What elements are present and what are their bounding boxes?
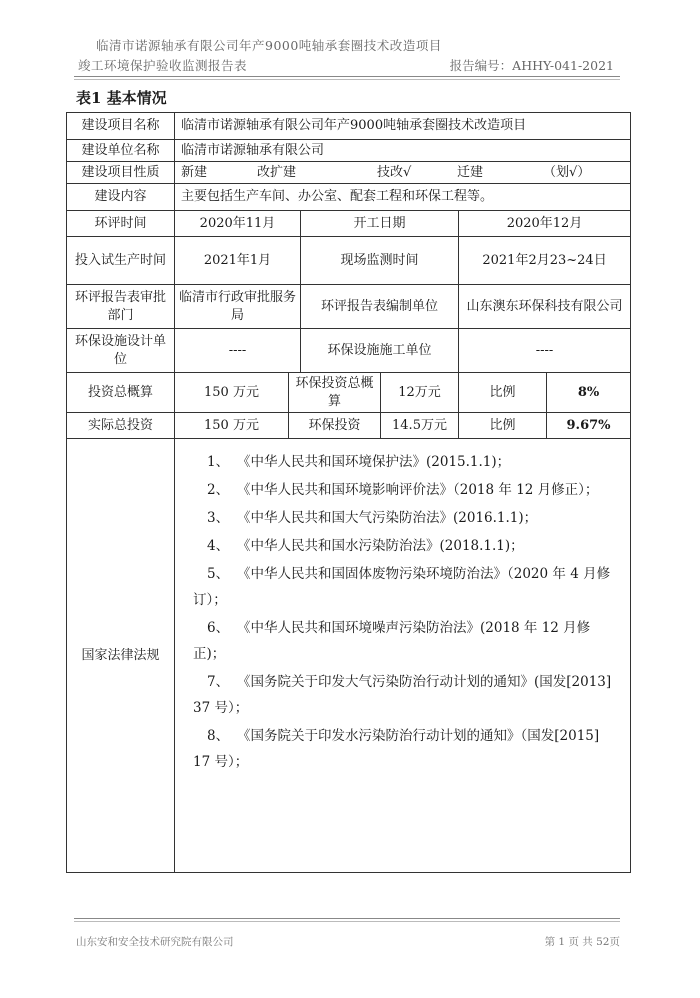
ratio2-label: 比例	[459, 413, 547, 439]
laws-list	[175, 439, 631, 873]
project-name-label: 建设项目名称	[67, 113, 175, 140]
law-item: 1、 《中华人民共和国环境保护法》(2015.1.1)；	[207, 454, 511, 470]
start-date-label: 开工日期	[301, 211, 459, 237]
compile-label: 环评报告表编制单位	[301, 285, 459, 329]
law-item: 3、 《中华人民共和国大气污染防治法》(2016.1.1)；	[207, 510, 538, 526]
page-number: 第 1 页 共 52页	[544, 936, 620, 948]
table-row	[67, 211, 631, 237]
table-row	[67, 113, 631, 140]
ratio2-value: 9.67%	[547, 413, 631, 439]
ratio-label: 比例	[459, 373, 547, 413]
unit-value: 临清市诺源轴承有限公司	[175, 140, 631, 162]
laws-label: 国家法律法规	[67, 439, 175, 873]
table-row	[67, 373, 631, 413]
report-number: 报告编号：AHHY-041-2021	[449, 58, 614, 73]
table-title: 表1 基本情况	[76, 89, 167, 107]
nature-expand: 改扩建	[257, 164, 297, 180]
design-value: ----	[175, 329, 301, 373]
env-budget-label: 环保投资总概算	[289, 373, 381, 413]
header-subtitle: 竣工环境保护验收监测报告表	[78, 58, 248, 73]
eia-time-value: 2020年11月	[175, 211, 301, 237]
law-item: 6、 《中华人民共和国环境噪声污染防治法》(2018 年 12 月修正)；	[193, 620, 591, 662]
eia-time-label: 环评时间	[67, 211, 175, 237]
table-row	[67, 162, 631, 184]
budget-label: 投资总概算	[67, 373, 175, 413]
law-item: 7、 《国务院关于印发大气污染防治行动计划的通知》(国发[2013] 37 号）；	[193, 674, 612, 716]
construct-value: ----	[459, 329, 631, 373]
table-row	[67, 285, 631, 329]
trial-value: 2021年1月	[175, 237, 301, 285]
table-row	[67, 413, 631, 439]
monitor-value: 2021年2月23~24日	[459, 237, 631, 285]
unit-label: 建设单位名称	[67, 140, 175, 162]
ratio-value: 8%	[547, 373, 631, 413]
nature-tech: 技改√	[377, 164, 412, 180]
nature-options	[175, 162, 631, 184]
trial-label: 投入试生产时间	[67, 237, 175, 285]
law-item: 5、 《中华人民共和国固体废物污染环境防治法》（2020 年 4 月修订）；	[193, 566, 611, 608]
env-actual-label: 环保投资	[289, 413, 381, 439]
budget-value: 150 万元	[175, 373, 289, 413]
law-item: 4、 《中华人民共和国水污染防治法》(2018.1.1)；	[207, 538, 524, 554]
table-row	[67, 237, 631, 285]
start-date-value: 2020年12月	[459, 211, 631, 237]
actual-label: 实际总投资	[67, 413, 175, 439]
approve-label: 环评报告表审批部门	[67, 285, 175, 329]
design-label: 环保设施设计单位	[67, 329, 175, 373]
construct-label: 环保设施施工单位	[301, 329, 459, 373]
table-row	[67, 140, 631, 162]
content-value: 主要包括生产车间、办公室、配套工程和环保工程等。	[175, 184, 631, 211]
nature-mark: （划√）	[543, 164, 591, 180]
nature-move: 迁建	[457, 164, 484, 180]
approve-value: 临清市行政审批服务局	[175, 285, 301, 329]
nature-label: 建设项目性质	[67, 162, 175, 184]
nature-new: 新建	[181, 164, 208, 180]
actual-value: 150 万元	[175, 413, 289, 439]
law-item: 2、 《中华人民共和国环境影响评价法》（2018 年 12 月修正）；	[207, 482, 599, 498]
monitor-label: 现场监测时间	[301, 237, 459, 285]
law-item: 8、 《国务院关于印发水污染防治行动计划的通知》（国发[2015] 17 号）；	[193, 728, 600, 770]
project-name-value: 临清市诺源轴承有限公司年产9000吨轴承套圈技术改造项目	[175, 113, 631, 140]
footer-divider-thin	[74, 921, 620, 922]
compile-value: 山东澳东环保科技有限公司	[459, 285, 631, 329]
header-divider	[74, 76, 620, 77]
table-row	[67, 184, 631, 211]
footer-company: 山东安和安全技术研究院有限公司	[76, 936, 234, 948]
table-row	[67, 329, 631, 373]
header-title: 临清市诺源轴承有限公司年产9000吨轴承套圈技术改造项目	[96, 38, 442, 53]
content-label: 建设内容	[67, 184, 175, 211]
basic-info-table	[66, 112, 631, 873]
footer-divider	[74, 918, 620, 919]
table-row	[67, 439, 631, 873]
header-divider-thin	[74, 79, 620, 80]
env-actual-value: 14.5万元	[381, 413, 459, 439]
env-budget-value: 12万元	[381, 373, 459, 413]
